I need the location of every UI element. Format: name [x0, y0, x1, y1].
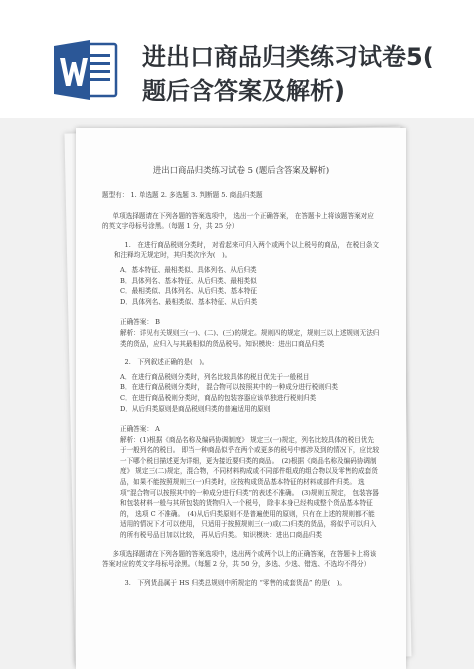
question-types: 题型有： 1. 单选题 2. 多选题 3. 判断题 5. 商品归类题: [102, 191, 263, 199]
q1-explanation: 解析：详见有关规则三(一)、(二)、(三)的规定。规则四的规定，规则三以上述规则无法归类的货品，应归入与其最相似的货品税号。知识模块：进出口商品归类: [120, 328, 380, 348]
question-3: 3. 下列货品属于 HS 归类总规则中所规定的 “零售的成套货品” 的是( )。: [124, 578, 346, 587]
multiple-choice-intro: 多项选择题请在下列各题的答案选项中，选出两个或两个以上的正确答案，在答题卡上将该答案对应的英文字母标号涂黑。（每题 2 分，共 50 分，多选、少选、错选、不选均不得分）: [102, 549, 377, 569]
question-2: 2. 下列叙述正确的是( )。: [124, 358, 209, 367]
document-page: [76, 128, 406, 669]
q2-option-d: D．从后归类原则是商品税则归类的普遍适用的原则: [120, 404, 271, 413]
q2-answer: 正确答案： A: [120, 425, 160, 434]
q2-option-c: C．在进行商品税则分类时，商品的包装容器应该单独进行税则归类: [120, 393, 317, 402]
single-choice-intro: 单项选择题请在下列各题的答案选项中， 选出一个正确答案， 在答题卡上将该题答案对应的英文字母标号涂黑。（每题 1 分，共 25 分）: [102, 211, 374, 231]
q2-option-a: A．在进行商品税则分类时，列名比较具体的税目优先于一般税目: [120, 372, 310, 381]
question-1: 1. 在进行商品税则分类时， 对看起来可归入两个或两个以上税号的商品， 在税目条文和注释均无规定时，其归类次序为( )。: [114, 240, 379, 260]
header: [0, 0, 474, 118]
doc-title: 进出口商品归类练习试卷 5 (题后含答案及解析): [152, 165, 330, 175]
q1-option-a: A．基本特征、最相类似、具体列名、从后归类: [120, 265, 257, 274]
q1-option-b: B．具体列名、基本特征、从后归类、最相类似: [120, 276, 257, 285]
q2-explanation: 解析：(1)根据《商品名称及编码协调制度》 规定三(一)规定，列名比较具体的税目优先于一般列名的税目。 即当一种商品似乎在两个或更多的税号中都涉及到的情况下，应比较一下哪个税目描述更为详细，更为接近要归类的商品。 (2)根据《商品名称及编码协调制度》 规定三(二)规定，混合物，不同材料构成或不同部件组成的组合物以及零售的成套货品，如果不能按照规则三(一)归类时，应按构成货品基本特征的材料或部件归类。 选项“混合物可以按照其中的一种成分进行归类”的表述不准确。 (3)规则五规定， 包装容器和包装材料一般与其所包装的货物归入一个税号， 除非本身已经构成整个货品基本特征的， 选项 C 不准确。 (4)从后归类原则不是普遍使用的原则，只有在上述的规则都不能适用的情况下才可以使用， 只适用于按照规则三(一)或(二)归类的货品，将似乎可以归入的所有税号品目加以比较， 再从后归类。 知识模块：进出口商品归类: [120, 435, 380, 540]
page-title: [142, 40, 462, 108]
q2-option-b: B．在进行商品税则分类时， 混合物可以按照其中的一种成分进行税则归类: [120, 383, 338, 392]
q1-answer: 正确答案： B: [120, 318, 160, 327]
title-line-1: 进出口商品归类练习试卷5(: [142, 43, 434, 71]
word-icon: [50, 34, 122, 106]
q1-option-d: D．具体列名、最相类似、基本特征、从后归类: [120, 297, 258, 306]
title-line-2: 题后含答案及解析): [142, 77, 345, 105]
q1-option-c: C．最相类似、具体列名、从后归类、基本特征: [120, 287, 257, 296]
